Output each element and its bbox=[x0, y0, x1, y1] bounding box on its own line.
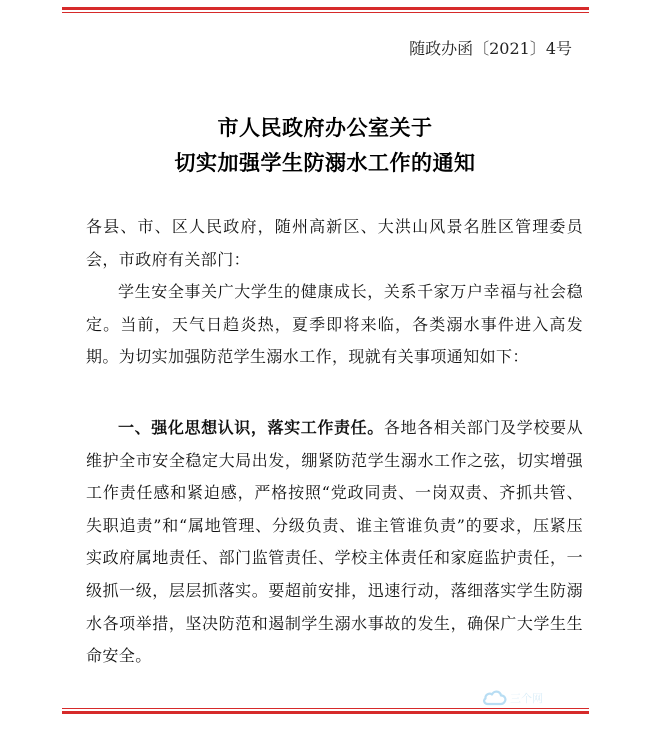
intro-paragraph: 学生安全事关广大学生的健康成长，关系千家万户幸福与社会稳定。当前，天气日趋炎热，夏季即将来临，各类溺水事件进入高发期。为切实加强防范学生溺水工作，现就有关事项通知如下： bbox=[86, 282, 583, 367]
document-title-line-1: 市人民政府办公室关于 bbox=[217, 115, 433, 140]
document-number: 随政办函〔2021〕4号 bbox=[409, 39, 572, 58]
document-title-line-2: 切实加强学生防溺水工作的通知 bbox=[174, 150, 476, 175]
section-1-paragraph bbox=[86, 412, 583, 673]
addressee-paragraph: 各县、市、区人民政府，随州高新区、大洪山风景名胜区管理委员会，市政府有关部门： bbox=[86, 217, 583, 269]
header-red-rule bbox=[62, 7, 589, 13]
section-1-text: 各地各相关部门及学校要从维护全市安全稳定大局出发，绷紧防范学生溺水工作之弦，切实增强工作责任感和紧迫感，严格按照“党政同责、一岗双责、齐抓共管、失职追责”和“属地管理、分级负责、谁主管谁负责”的要求，压紧压实政府属地责任、部门监管责任、学校主体责任和家庭监护责任，一级抓一级，层层抓落实。要超前安排，迅速行动，落细落实学生防溺水各项举措，坚决防范和遏制学生溺水事故的发生，确保广大学生生命安全。 bbox=[86, 418, 583, 666]
watermark-text: 三个网 bbox=[510, 692, 543, 705]
footer-red-rule bbox=[62, 708, 589, 714]
section-1-heading: 一、强化思想认识，落实工作责任。 bbox=[118, 418, 384, 437]
cloud-icon bbox=[482, 687, 508, 709]
